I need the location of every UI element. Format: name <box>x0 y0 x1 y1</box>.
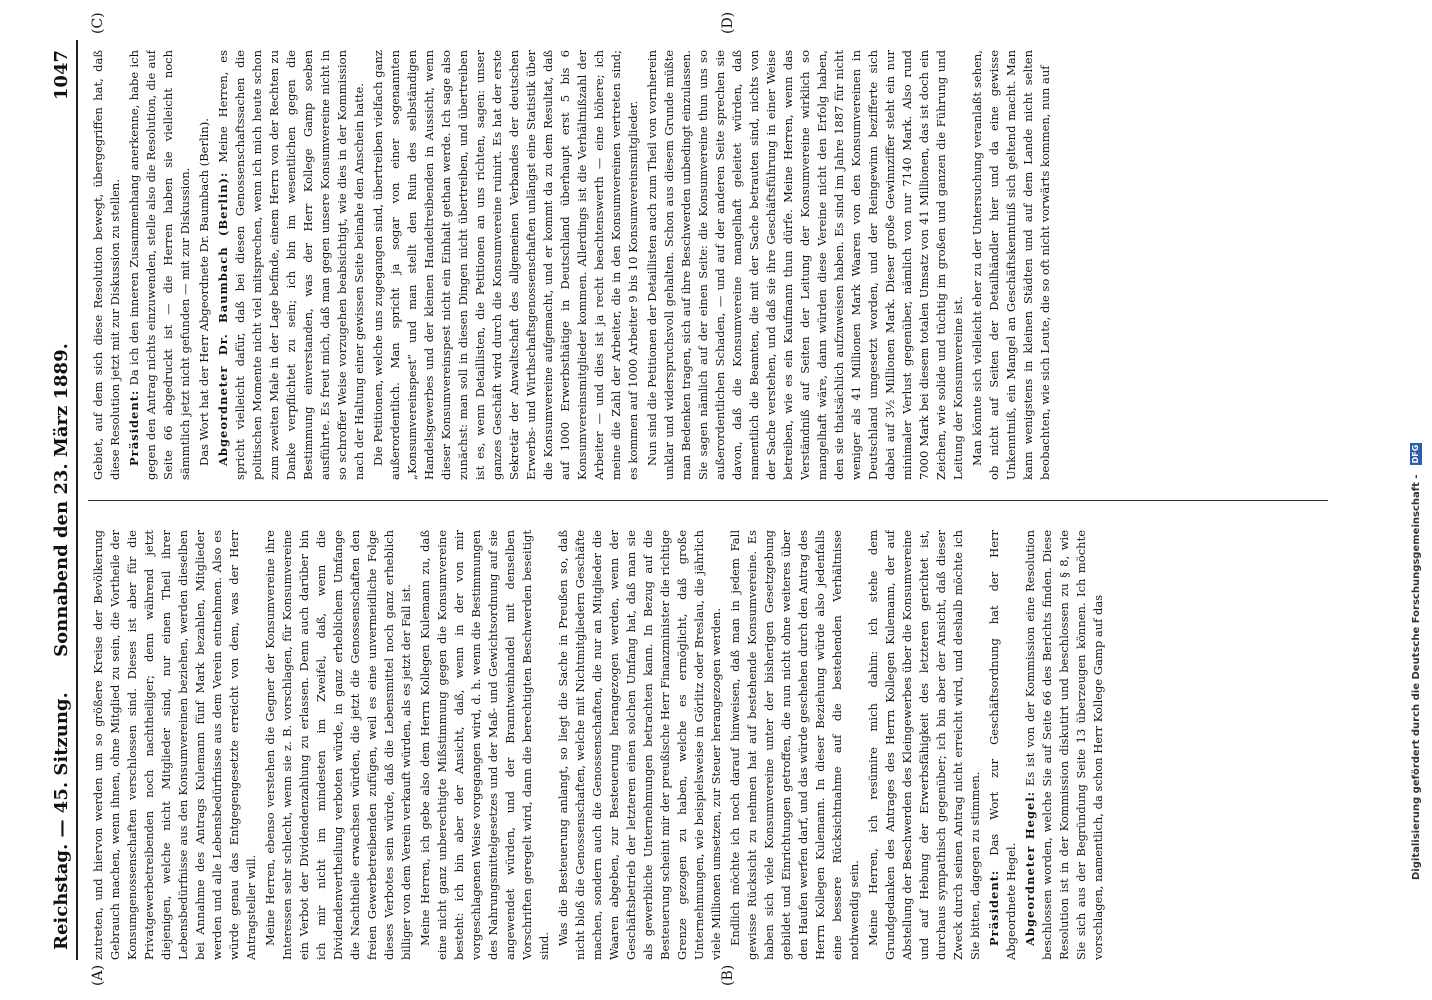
speaker-name: Abgeordneter Dr. Baumbach (Berlin): <box>216 171 230 466</box>
header-date: Sonnabend den 23. März 1889. <box>51 343 72 657</box>
speech-text: Da ich den inneren Zusammenhang anerkenne, habe ich gegen den Antrag nichts einzuwenden, stelle also die Resolution, die auf Seite 66 abgedruckt ist — die Herren haben sie vielleicht noch sämmtlich jetzt nicht gefunden — mit zur Diskussion. <box>127 50 192 480</box>
speaker-name: Abgeordneter Hegel: <box>1023 791 1037 946</box>
paragraph: zutreten, und hiervon werden um so größere Kreise der Bevölkerung Gebrauch machen, wenn ihnen, ohne Mitglied zu sein, die Vortheile der Konsumgenossenschaften verschlossen sind. Dieses ist aber für die Privatgewerbetreibenden noch nachtheiliger; denn während jetzt diejenigen, welche nicht Mitglieder sind, nur einen Theil ihrer Lebensbedürfnisse aus den Konsumvereinen beziehen, werden dieselben bei Annahme des Antrags Kulemann fünf Mark bezahlen, Mitglieder werden und alle Lebensbedürfnisse aus dem Verein entnehmen. Also es würde genau das Entgegengesetzte erreicht von dem, was der Herr Antragsteller will. <box>91 530 258 960</box>
column-divider <box>88 500 1328 501</box>
speaker-name: Präsident: <box>127 389 141 466</box>
margin-marker-d: (D) <box>720 11 736 34</box>
dfg-logo-icon: DFG <box>1411 444 1420 464</box>
margin-marker-b: (B) <box>720 964 736 986</box>
paragraph: Die Petitionen, welche uns zugegangen sind, übertreiben vielfach ganz außerordentlich. Man spricht ja sogar von einer sogenannten „Konsumvereinspest“ und man stellt den Ruin des selbständigen Handelsgewerbes und der kleinen Handeltreibenden in Aussicht, wenn dieser Konsumvereinspest nicht ein Einhalt gethan werde. Ich sage also zunächst: man soll in diesen Dingen nicht übertreiben, und übertreiben ist es, wenn Detaillisten, die Petitionen an uns richten, sagen: unser ganzes Geschäft wird durch die Konsumvereine ruinirt. Es hat der erste Sekretär der Anwaltschaft des allgemeinen Verbandes der deutschen Erwerbs- und Wirthschaftsgenossenschaften unlängst eine Statistik über die Konsumvereine aufgemacht, und er kommt da zu dem Resultat, daß auf 1000 Erwerbsthätige in Deutschland überhaupt erst 5 bis 6 Konsumvereinsmitglieder kommen. Allerdings ist die Verhältnißzahl der Arbeiter — und dies ist ja recht beachtenswerth — eine höhere; ich meine die Zahl der Arbeiter, die in den Konsumvereinen vertreten sind; es kommen auf 1000 Arbeiter 9 bis 10 Konsumvereinsmitglieder. <box>371 50 640 480</box>
header-session: Reichstag. — 45. Sitzung. <box>51 692 72 950</box>
paragraph-baumbach <box>215 50 368 480</box>
speech-text: Meine Herren, es spricht vielleicht dafür, daß bei diesen Genossenschaftssachen die politischen Momente nicht viel mitsprechen, wenn ich mich heute schon zum zweiten Male in der Lage befinde, einem Herrn von der Rechten zu Danke verpflichtet zu sein; ich bin im wesentlichen gegen die Bestimmung einverstanden, was der Herr Kollege Gamp soeben ausführte. Es freut mich, daß man gegen unsere Konsumvereine nicht in so schroffer Weise vorzugehen beabsichtigt, wie dies in der Kommission nach der Haltung einer gewissen Seite beinahe den Anschein hatte. <box>216 50 366 480</box>
paragraph: Gebiet, auf dem sich diese Resolution bewegt, übergegriffen hat, daß diese Resolution jetzt mit zur Diskussion zu stellen. <box>91 50 122 480</box>
paragraph-hegel <box>1022 530 1107 960</box>
paragraph: Meine Herren, ebenso verstehen die Gegner der Konsumvereine ihre Interessen sehr schlecht, wenn sie z. B. vorschlagen, für Konsumvereine ein Verbot der Dividendenzahlung zu erlassen. Denn auch darüber bin ich mir nicht im mindesten im Zweifel, daß, wenn die Dividendenvertheilung verboten würde, in ganz erheblichem Umfange die Nachtheile erwachsen würden, die jetzt die Genossenschaften den freien Gewerbetreibenden zufügen, weil es eine unvermeidliche Folge dieses Verbotes sein würde, daß die Lebensmittel noch ganz erheblich billiger von dem Verein verkauft würden, als es jetzt der Fall ist. <box>263 530 413 960</box>
paragraph: Meine Herren, ich resümire mich dahin: ich stehe dem Grundgedanken des Antrages des Herrn Kollegen Kulemann, der auf Abstellung der Beschwerden des Kleingewerbes über die Konsumvereine und auf Hebung der Erwerbsfähigkeit des letzteren gerichtet ist, durchaus sympathisch gegenüber; ich bin aber der Ansicht, daß dieser Zweck durch seinen Antrag nicht erreicht wird, und deshalb möchte ich Sie bitten, dagegen zu stimmen. <box>866 530 982 960</box>
right-column <box>90 50 1340 480</box>
credit-text: Digitalisierung gefördert durch die Deutsche Forschungsgemeinschaft - <box>1411 474 1422 880</box>
speech-text: Es ist von der Kommission eine Resolution beschlossen worden, welche Sie auf Seite 66 des Berichts finden. Diese Resolution ist in der Kommission diskutirt und beschlossen zu § 8, wie Sie sich aus der Begründung Seite 13 überzeugen können. Ich möchte vorschlagen, namentlich, da schon Herr Kollege Gamp auf das <box>1023 530 1105 960</box>
paragraph: Was die Besteuerung anlangt, so liegt die Sache in Preußen so, daß nicht bloß die Genossenschaften, welche mit Nichtmitgliedern Geschäfte machen, sondern auch die Genossenschaften, die nur an Mitglieder die Waaren abgeben, zur Besteuerung herangezogen werden, wenn der Geschäftsbetrieb der letzteren einen solchen Umfang hat, daß man sie als gewerbliche Unternehmungen betrachten kann. In Bezug auf die Besteuerung scheint mir der preußische Herr Finanzminister die richtige Grenze gezogen zu haben, welche es ermöglicht, daß große Unternehmungen, wie beispielsweise in Görlitz oder Breslau, die jährlich viele Millionen umsetzen, zur Steuer herangezogen werden. <box>556 530 723 960</box>
header-page-number: 1047 <box>51 50 72 101</box>
paragraph-president <box>986 530 1020 960</box>
speaker-name: Präsident: <box>987 869 1001 946</box>
paragraph: Man könnte sich vielleicht eher zu der Untersuchung veranlaßt sehen, ob nicht auf Seiten der Detailhändler hier und da eine gewisse Unkenntniß, ein Mangel an Geschäftskenntniß sich geltend macht. Man kann wenigstens in kleinen Städten und auf dem Lande nicht selten beobachten, wie sich Leute, die so oft nicht vorwärts kommen, nun auf <box>970 50 1052 480</box>
paragraph: Meine Herren, ich gebe also dem Herrn Kollegen Kulemann zu, daß eine nicht ganz unberechtigte Mißstimmung gegen die Konsumvereine besteht: ich bin aber der Ansicht, daß, wenn in der von mir vorgeschlagenen Weise vorgegangen wird, d. h. wenn die Bestimmungen des Nahrungsmittelgesetzes und der Maß- und Gewichtsordnung auf sie angewendet würden, und der Branntweinhandel mit denselben Vorschriften geregelt wird, dann die berechtigten Beschwerden beseitigt sind. <box>418 530 551 960</box>
paragraph: Das Wort hat der Herr Abgeordnete Dr. Baumbach (Berlin). <box>197 118 211 466</box>
page-header <box>36 40 78 960</box>
speech-text: Das Wort zur Geschäftsordnung hat der Herr Abgeordnete Hegel. <box>987 530 1018 960</box>
paragraph-president <box>126 50 194 480</box>
paragraph: Endlich möchte ich noch darauf hinweisen, daß man in jedem Fall gewisse Rücksicht zu nehmen hat auf bestehende Konsumvereine. Es haben sich viele Konsumvereine unter der bisherigen Gesetzgebung gebildet und Einrichtungen getroffen, die nun nicht ohne weiteres über den Haufen werfen darf, und das würde geschehen durch den Antrag des Herrn Kollegen Kulemann. In dieser Beziehung würde also jedenfalls eine bessere Rücksichtnahme auf die bestehenden Verhältnisse nothwendig sein. <box>728 530 861 960</box>
digitization-credit <box>1410 443 1422 880</box>
margin-marker-c: (C) <box>90 12 106 34</box>
margin-marker-a: (A) <box>90 964 106 986</box>
left-column <box>90 530 1340 960</box>
paragraph: Nun sind die Petitionen der Detaillisten auch zum Theil von vornherein unklar und widerspruchsvoll gehalten. Schon aus diesem Grunde müßte man Bedenken tragen, sich auf ihre Beschwerden unbedingt einzulassen. Sie sagen nämlich auf der einen Seite: die Konsumvereine thun uns so außerordentlichen Schaden, — und auf der anderen Seite sprechen sie davon, daß die Konsumvereine mangelhaft geleitet würden, daß namentlich die Beamten, die mit der Sache betrauten sind, nichts von der Sache verstehen, und daß sie ihre Geschäftsführung in einer Weise betreiben, wie es ein Kaufmann thun dürfe. Meine Herren, wenn das Verständniß auf Seiten der Leitung der Konsumvereine wirklich so mangelhaft wäre, dann würden diese Vereine nicht den Erfolg haben, den sie thatsächlich aufzuweisen haben. Es sind im Jahre 1887 für nicht weniger als 41 Millionen Mark Waaren von den Konsumvereinen in Deutschland umgesetzt worden, und der Reingewinn bezifferte sich dabei auf 3½ Millionen Mark. Dieser große Gewinnziffer steht ein nur minimaler Verlust gegenüber, nämlich von nur 7140 Mark. Also rund 7000 Mark bei diesem totalen Umsatz von 41 Millionen, das ist doch ein Zeichen, wie solide und tüchtig im großen und ganzen die Führung und Leitung der Konsumvereine ist. <box>645 50 965 480</box>
